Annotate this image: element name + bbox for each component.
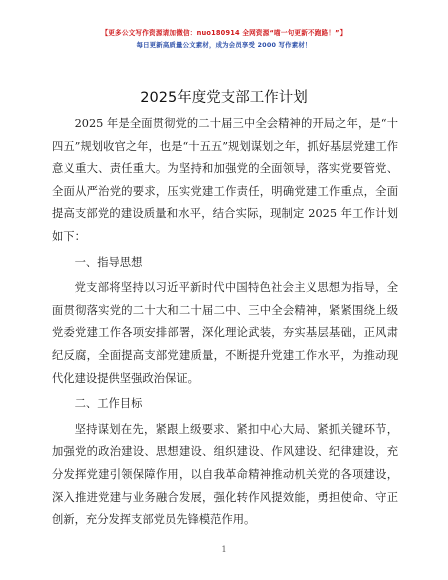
- document-title: 2025年度党支部工作计划: [140, 90, 308, 106]
- page-number: 1: [221, 545, 227, 554]
- document-body: [52, 113, 398, 532]
- section-heading-guiding-ideology: 一、指导思想: [74, 255, 143, 269]
- intro-paragraph: 2025 年是全面贯彻党的二十届三中全会精神的开局之年，是“十四五”规划收官之年，也是“十五五”规划谋划之年，抓好基层党建工作意义重大、责任重大。为坚持和加强党的全面领导，落实党要管党、全面从严治党的要求，压实党建工作责任，明确党建工作重点，全面提高支部党的建设质量和水平，结合实际，现制定 2025 年工作计划如下：: [52, 117, 398, 243]
- guiding-ideology-paragraph: 党支部将坚持以习近平新时代中国特色社会主义思想为指导，全面贯彻落实党的二十大和二十届二中、三中全会精神，紧紧围绕上级党委党建工作各项安排部署，深化理论武装，夯实基层基础，正风肃纪反腐，全面提高支部党建质量，不断提升党建工作水平，为推动现代化建设提供坚强政治保证。: [52, 281, 398, 385]
- work-goals-paragraph: 坚持谋划在先，紧跟上级要求、紧扣中心大局、紧抓关键环节，加强党的政治建设、思想建设、组织建设、作风建设、纪律建设，充分发挥党建引领保障作用，以自我革命精神推动机关党的各项建设，深入推进党建与业务融合发展，强化转作风提效能，勇担使命、守正创新，充分发挥支部党员先锋模范作用。: [52, 422, 398, 527]
- promo-banner-line2: 每日更新高质量公文素材，成为会员享受 2000 写作素材！: [136, 41, 312, 49]
- section-heading-work-goals: 二、工作目标: [74, 397, 143, 411]
- promo-banner-line1: 【更多公文写作资源请加微信：nuo180914 全网资源“喵一句更新不跑路！”】: [101, 29, 347, 37]
